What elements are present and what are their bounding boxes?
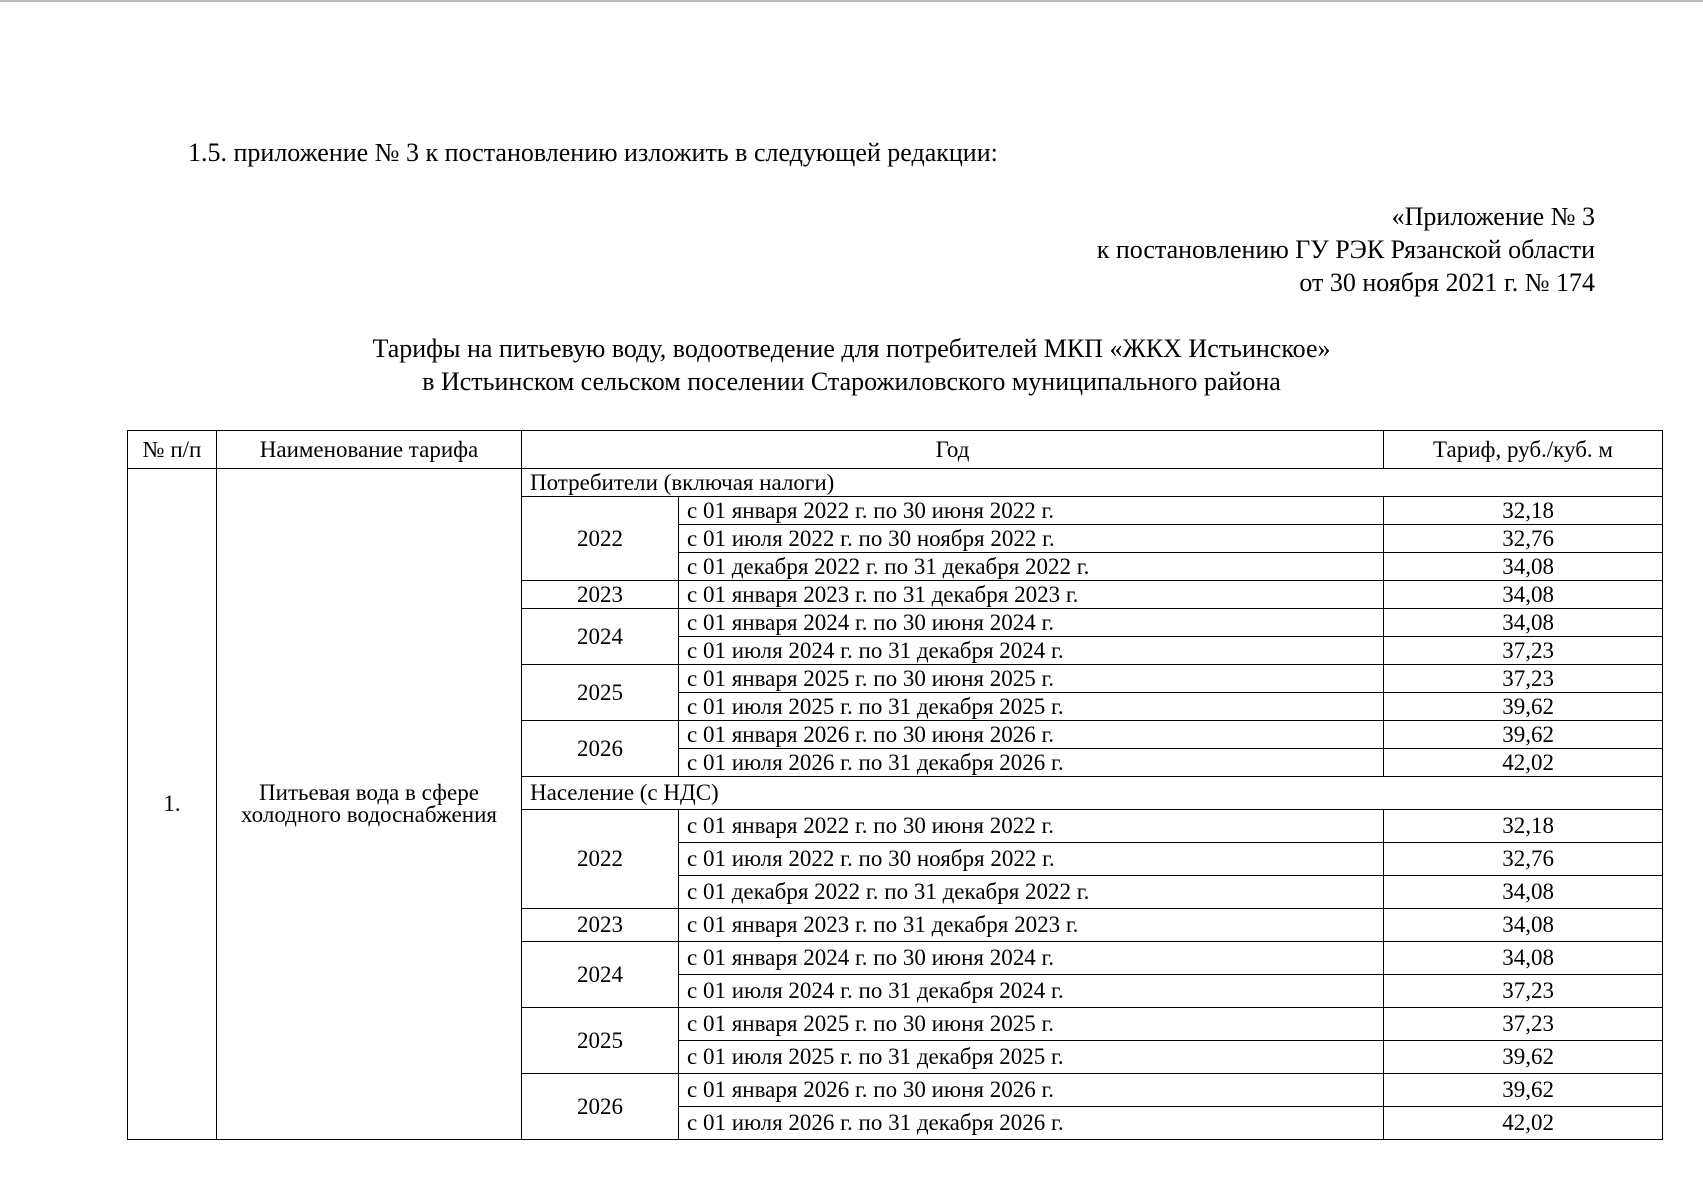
header-rate: Тариф, руб./куб. м [1384,431,1663,469]
period-cell: с 01 января 2024 г. по 30 июня 2024 г. [679,609,1384,637]
period-cell: с 01 июля 2024 г. по 31 декабря 2024 г. [679,637,1384,665]
intro-paragraph: 1.5. приложение № 3 к постановлению изложить в следующей редакции: [188,138,998,167]
period-cell: с 01 июля 2026 г. по 31 декабря 2026 г. [679,1107,1384,1140]
rate-cell: 39,62 [1384,693,1663,721]
period-cell: с 01 июля 2026 г. по 31 декабря 2026 г. [679,749,1384,777]
rate-cell: 34,08 [1384,876,1663,909]
rate-cell: 34,08 [1384,609,1663,637]
rate-cell: 34,08 [1384,942,1663,975]
header-number: № п/п [128,431,217,469]
year-cell: 2024 [522,609,679,665]
rate-cell: 32,18 [1384,497,1663,525]
rate-cell: 34,08 [1384,909,1663,942]
period-cell: с 01 января 2022 г. по 30 июня 2022 г. [679,497,1384,525]
rate-cell: 32,76 [1384,843,1663,876]
title-line-1: Тарифы на питьевую воду, водоотведение для потребителей МКП «ЖКХ Истьинское» [372,334,1331,363]
appendix-heading [1097,200,1595,299]
appendix-line-2: к постановлению ГУ РЭК Рязанской области [1096,235,1595,264]
period-cell: с 01 января 2024 г. по 30 июня 2024 г. [679,942,1384,975]
row-number: 1. [128,469,217,1140]
period-cell: с 01 января 2026 г. по 30 июня 2026 г. [679,1074,1384,1107]
rate-cell: 32,18 [1384,810,1663,843]
rate-cell: 37,23 [1384,1008,1663,1041]
year-cell: 2023 [522,581,679,609]
period-cell: с 01 января 2023 г. по 31 декабря 2023 г. [679,581,1384,609]
period-cell: с 01 декабря 2022 г. по 31 декабря 2022 г. [679,553,1384,581]
rate-cell: 34,08 [1384,581,1663,609]
rate-cell: 42,02 [1384,749,1663,777]
year-cell: 2022 [522,497,679,581]
header-tariff-name: Наименование тарифа [217,431,522,469]
year-cell: 2025 [522,1008,679,1074]
tariff-table [127,430,1663,1140]
period-cell: с 01 декабря 2022 г. по 31 декабря 2022 г. [679,876,1384,909]
year-cell: 2026 [522,1074,679,1140]
period-cell: с 01 июля 2022 г. по 30 ноября 2022 г. [679,525,1384,553]
period-cell: с 01 июля 2022 г. по 30 ноября 2022 г. [679,843,1384,876]
period-cell: с 01 июля 2024 г. по 31 декабря 2024 г. [679,975,1384,1008]
rate-cell: 34,08 [1384,553,1663,581]
consumer-group-label: Потребители (включая налоги) [522,469,1663,497]
period-cell: с 01 января 2022 г. по 30 июня 2022 г. [679,810,1384,843]
rate-cell: 42,02 [1384,1107,1663,1140]
year-cell: 2026 [522,721,679,777]
table-header-row [128,431,1663,469]
title-line-2: в Истьинском сельском поселении Старожиловского муниципального района [422,367,1281,396]
rate-cell: 37,23 [1384,637,1663,665]
appendix-line-3: от 30 ноября 2021 г. № 174 [1299,268,1595,297]
group-header-row [128,469,1663,497]
page-top-edge-line [0,0,1703,2]
header-year: Год [522,431,1384,469]
rate-cell: 39,62 [1384,1074,1663,1107]
year-cell: 2024 [522,942,679,1008]
period-cell: с 01 января 2023 г. по 31 декабря 2023 г. [679,909,1384,942]
period-cell: с 01 июля 2025 г. по 31 декабря 2025 г. [679,1041,1384,1074]
year-cell: 2023 [522,909,679,942]
period-cell: с 01 января 2025 г. по 30 июня 2025 г. [679,665,1384,693]
rate-cell: 39,62 [1384,721,1663,749]
document-title [0,332,1703,398]
rate-cell: 37,23 [1384,975,1663,1008]
rate-cell: 37,23 [1384,665,1663,693]
rate-cell: 32,76 [1384,525,1663,553]
rate-cell: 39,62 [1384,1041,1663,1074]
period-cell: с 01 января 2025 г. по 30 июня 2025 г. [679,1008,1384,1041]
tariff-name: Питьевая вода в сфере холодного водоснабжения [217,469,522,1140]
appendix-line-1: «Приложение № 3 [1391,202,1595,231]
year-cell: 2022 [522,810,679,909]
year-cell: 2025 [522,665,679,721]
table-body [128,469,1663,1140]
period-cell: с 01 января 2026 г. по 30 июня 2026 г. [679,721,1384,749]
period-cell: с 01 июля 2025 г. по 31 декабря 2025 г. [679,693,1384,721]
consumer-group-label: Население (с НДС) [522,777,1663,810]
